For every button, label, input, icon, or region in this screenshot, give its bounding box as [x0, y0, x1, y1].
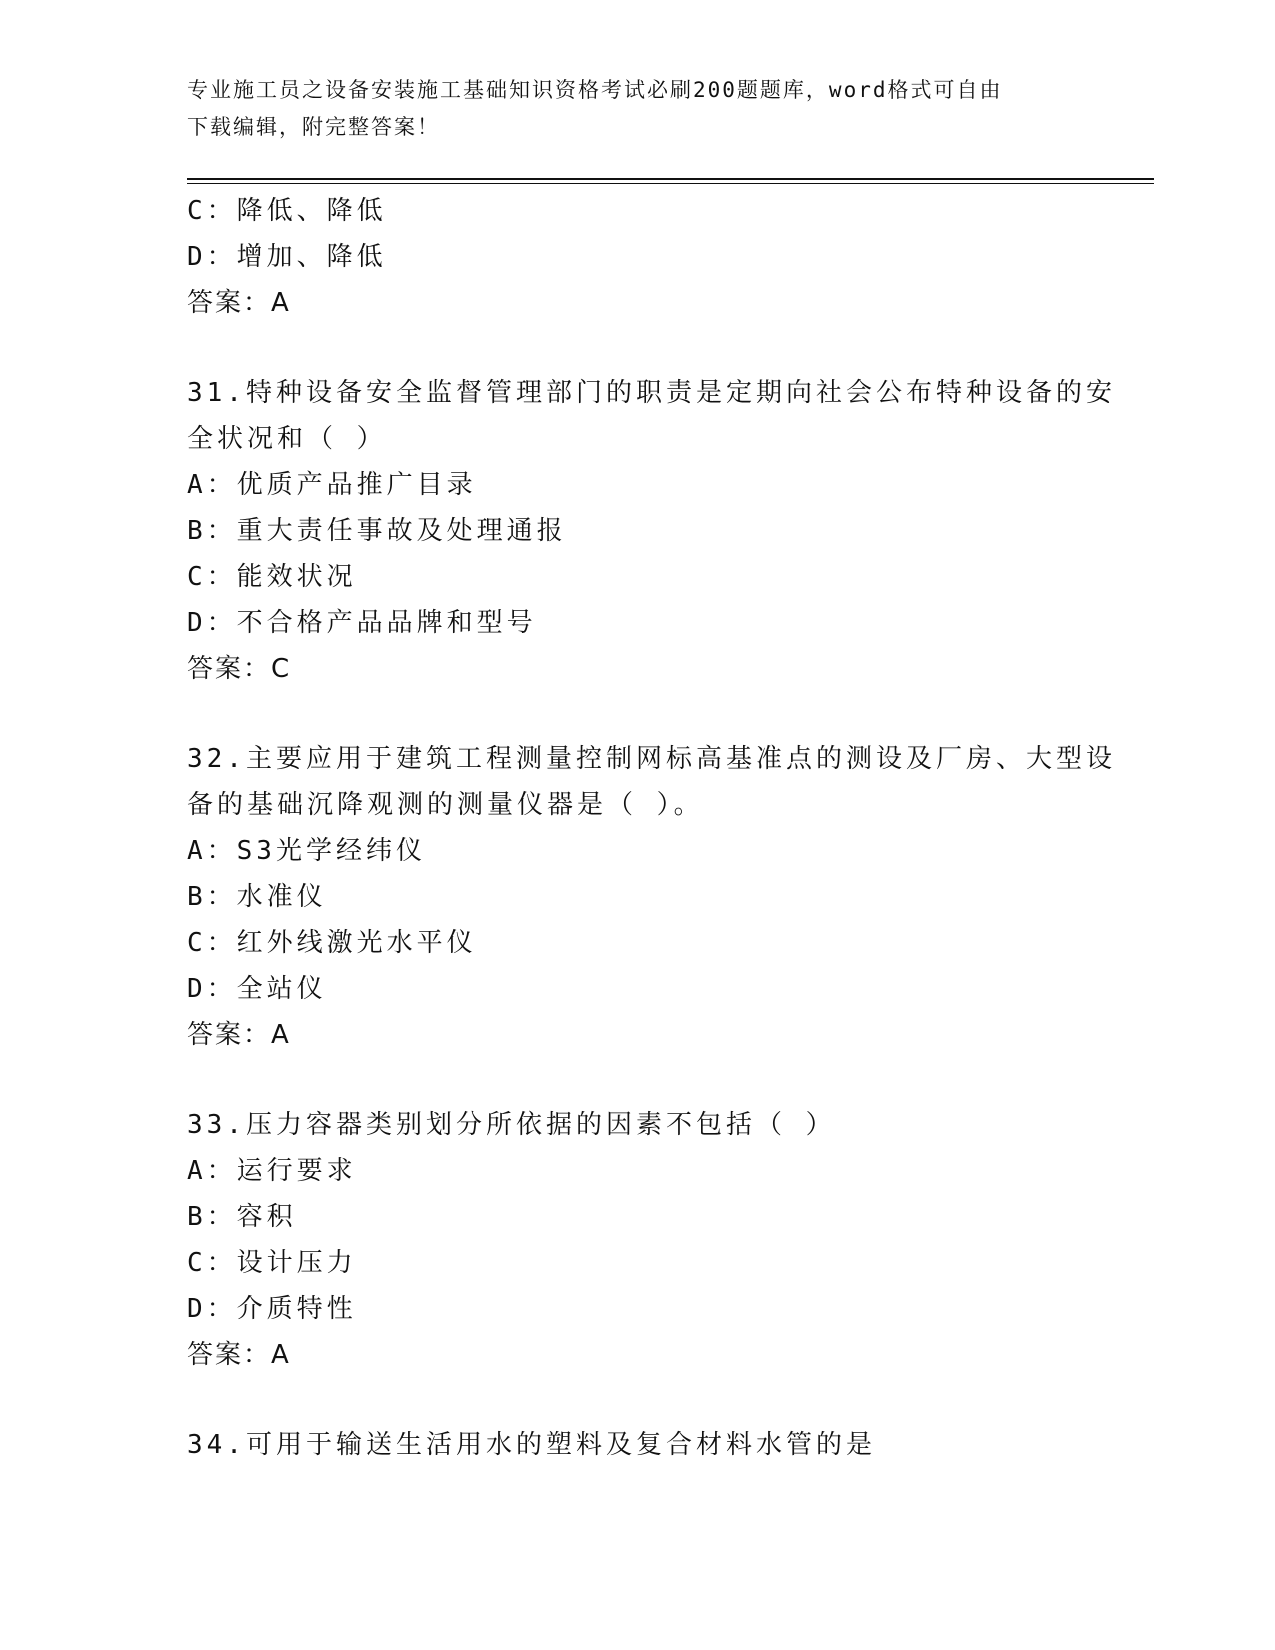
header-line-1: 专业施工员之设备安装施工基础知识资格考试必刷200题题库，word格式可自由 [187, 78, 1003, 102]
option-c: C：能效状况 [187, 562, 357, 592]
option-d: D：介质特性 [187, 1294, 357, 1324]
question-34 [187, 1422, 1087, 1468]
question-stem-continued: 备的基础沉降观测的测量仪器是（ ）。 [187, 790, 704, 820]
answer-label: 答案：A [187, 1340, 291, 1370]
question-30-continued [187, 188, 1087, 326]
option-b: B：水准仪 [187, 882, 327, 912]
option-b: B：重大责任事故及处理通报 [187, 516, 567, 546]
header-rule-thin [187, 183, 1154, 184]
option-b: B：容积 [187, 1202, 297, 1232]
option-c: C：红外线激光水平仪 [187, 928, 477, 958]
option-c: C：设计压力 [187, 1248, 357, 1278]
question-32 [187, 736, 1116, 1058]
question-33 [187, 1102, 1087, 1378]
document-header [187, 72, 1087, 146]
option-c: C：降低、降低 [187, 196, 387, 226]
option-d: D：全站仪 [187, 974, 327, 1004]
option-a: A：优质产品推广目录 [187, 470, 477, 500]
question-stem: 32.主要应用于建筑工程测量控制网标高基准点的测设及厂房、大型设 [187, 744, 1116, 774]
question-stem: 34.可用于输送生活用水的塑料及复合材料水管的是 [187, 1430, 876, 1460]
question-stem: 31.特种设备安全监督管理部门的职责是定期向社会公布特种设备的安 [187, 378, 1116, 408]
header-rule-thick [187, 178, 1154, 180]
answer-label: 答案：A [187, 288, 291, 318]
question-list [187, 188, 1116, 1468]
option-d: D：不合格产品品牌和型号 [187, 608, 537, 638]
option-a: A：S3光学经纬仪 [187, 836, 426, 866]
question-stem: 33.压力容器类别划分所依据的因素不包括（ ） [187, 1110, 836, 1140]
header-line-2: 下载编辑，附完整答案！ [187, 115, 440, 139]
answer-label: 答案：A [187, 1020, 291, 1050]
option-d: D：增加、降低 [187, 242, 387, 272]
question-stem-continued: 全状况和（ ） [187, 424, 387, 454]
option-a: A：运行要求 [187, 1156, 357, 1186]
answer-label: 答案：C [187, 654, 292, 684]
question-31 [187, 370, 1116, 692]
